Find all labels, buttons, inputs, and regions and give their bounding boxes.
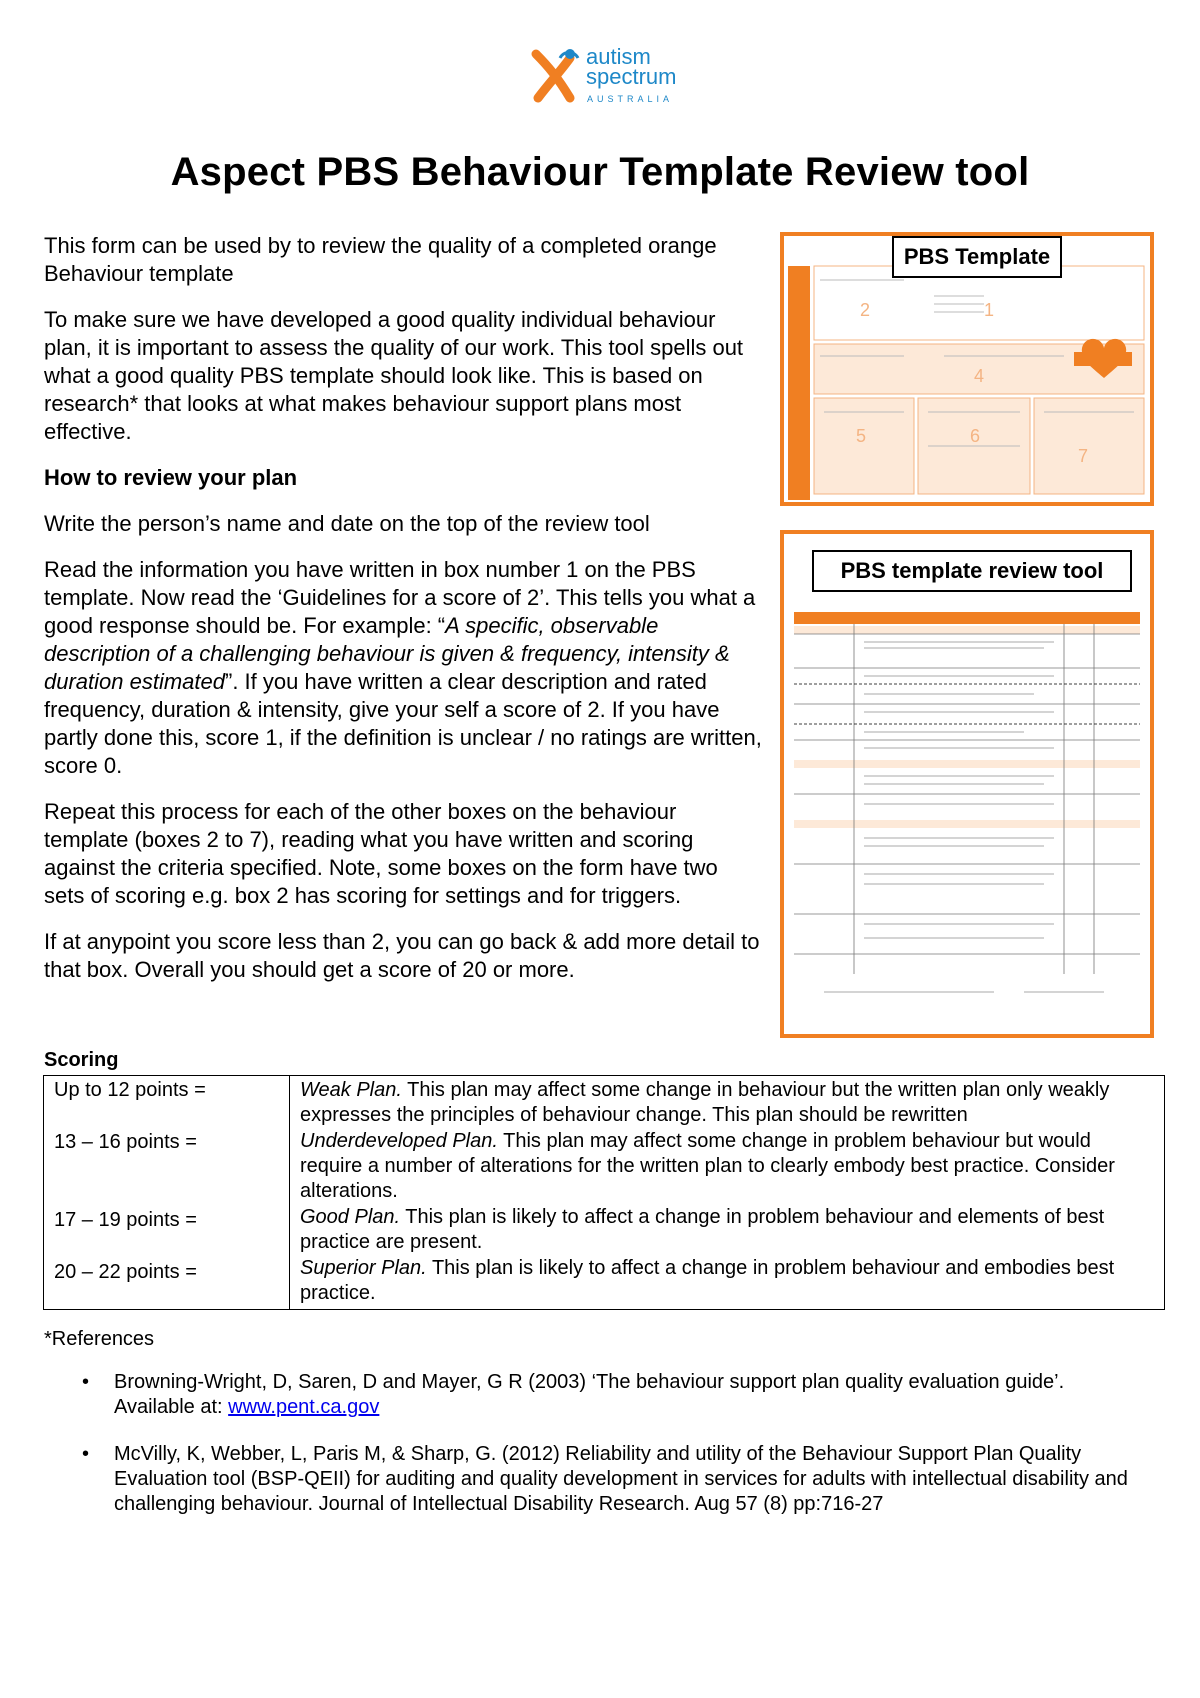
scoring-table-body-row <box>44 1076 1165 1310</box>
superior-plan-text: This plan is likely to affect a change in problem behaviour and embodies best practice. <box>300 1257 1115 1304</box>
svg-text:6: 6 <box>970 426 981 446</box>
superior-plan-title: Superior Plan. <box>300 1257 427 1279</box>
intro-paragraph-4 <box>44 556 764 780</box>
good-plan-title: Good Plan. <box>300 1206 401 1228</box>
description-superior <box>300 1256 1154 1306</box>
review-tool-label: PBS template review tool <box>812 550 1132 592</box>
reference-item <box>44 1370 1144 1420</box>
description-weak <box>300 1078 1154 1128</box>
scoring-heading: Scoring <box>44 1049 119 1071</box>
review-tool-thumbnail <box>780 530 1154 1038</box>
aspect-logo <box>530 46 690 108</box>
weak-plan-title: Weak Plan. <box>300 1079 402 1101</box>
logo-word-australia: AUSTRALIA <box>587 94 674 104</box>
intro-paragraph-1: This form can be used by to review the quality of a completed orange Behaviour template <box>44 233 717 286</box>
references-heading: *References <box>44 1328 155 1350</box>
logo-word-autism: autism <box>586 44 651 69</box>
pbs-template-thumbnail <box>780 232 1154 506</box>
points-superior: 20 – 22 points = <box>54 1261 197 1283</box>
underdeveloped-plan-text: This plan may affect some change in problem behaviour but would require a number of alterations for the written plan to clearly embody best practice. Consider alterations. <box>300 1130 1115 1202</box>
intro-paragraph-2: To make sure we have developed a good quality individual behaviour plan, it is important to assess the quality of our work. This tool spells out what a good quality PBS template should look like. This is based on research* that looks at what makes behaviour support plans most effective. <box>44 307 744 444</box>
intro-paragraph-6: If at anypoint you score less than 2, you can go back & add more detail to that box. Overall you should get a score of 20 or more. <box>44 929 760 982</box>
intro-column <box>44 232 764 1002</box>
svg-text:1: 1 <box>984 300 995 320</box>
svg-text:7: 7 <box>1078 446 1089 466</box>
how-to-review-heading: How to review your plan <box>44 465 298 490</box>
underdeveloped-plan-title: Underdeveloped Plan. <box>300 1130 498 1152</box>
weak-plan-text: This plan may affect some change in behaviour but the written plan only weakly expresses the principles of behaviour change. This plan should be rewritten <box>300 1079 1110 1126</box>
page-title: Aspect PBS Behaviour Template Review tool <box>170 150 1030 194</box>
svg-text:4: 4 <box>974 366 985 386</box>
reference-1-text: Browning-Wright, D, Saren, D and Mayer, G R (2003) ‘The behaviour support plan quality evaluation guide’. Available at: <box>114 1371 1065 1418</box>
description-column <box>290 1076 1165 1310</box>
description-good <box>300 1205 1154 1255</box>
p4-example-italic: A specific, observable description of a challenging behaviour is given & frequency, intensity & duration estimated <box>44 613 730 694</box>
logo-word-spectrum: spectrum <box>586 64 677 89</box>
logo-mark-icon <box>530 46 582 106</box>
svg-text:2: 2 <box>860 300 871 320</box>
points-column <box>44 1076 290 1310</box>
intro-paragraph-5: Repeat this process for each of the other boxes on the behaviour template (boxes 2 to 7), reading what you have written and scoring against the criteria specified. Note, some boxes on the form have two sets of scoring e.g. box 2 has scoring for settings and for triggers. <box>44 799 718 908</box>
reference-item <box>44 1442 1144 1517</box>
description-underdeveloped <box>300 1129 1154 1204</box>
good-plan-text: This plan is likely to affect a change in problem behaviour and elements of best practice are present. <box>300 1206 1105 1253</box>
intro-paragraph-3: Write the person’s name and date on the top of the review tool <box>44 511 650 536</box>
reference-2-text: McVilly, K, Webber, L, Paris M, & Sharp, G. (2012) Reliability and utility of the Behaviour Support Plan Quality Evaluation tool (BSP-QEII) for auditing and quality development in services for adults with intellectual disability and challenging behaviour. Journal of Intellectual Disability Research. Aug 57 (8) pp:716-27 <box>114 1443 1128 1515</box>
p4-text-b: ”. If you have written a clear description and rated frequency, duration & intensity, give your self a score of 2. If you have partly done this, score 1, if the definition is unclear / no ratings are written, score 0. <box>44 669 762 778</box>
points-good: 17 – 19 points = <box>54 1209 197 1231</box>
pbs-template-label: PBS Template <box>892 236 1062 278</box>
points-underdeveloped: 13 – 16 points = <box>54 1131 197 1153</box>
svg-text:5: 5 <box>856 426 867 446</box>
points-weak: Up to 12 points = <box>54 1079 206 1101</box>
p4-text-a: Read the information you have written in box number 1 on the PBS template. Now read the ‘Guidelines for a score of 2’. This tells you what a good response should be. For example: “ <box>44 557 756 638</box>
pent-link[interactable]: www.pent.ca.gov <box>228 1396 380 1418</box>
references-list <box>44 1370 1144 1539</box>
review-tool-preview <box>784 534 1150 1034</box>
scoring-table <box>43 1075 1165 1310</box>
